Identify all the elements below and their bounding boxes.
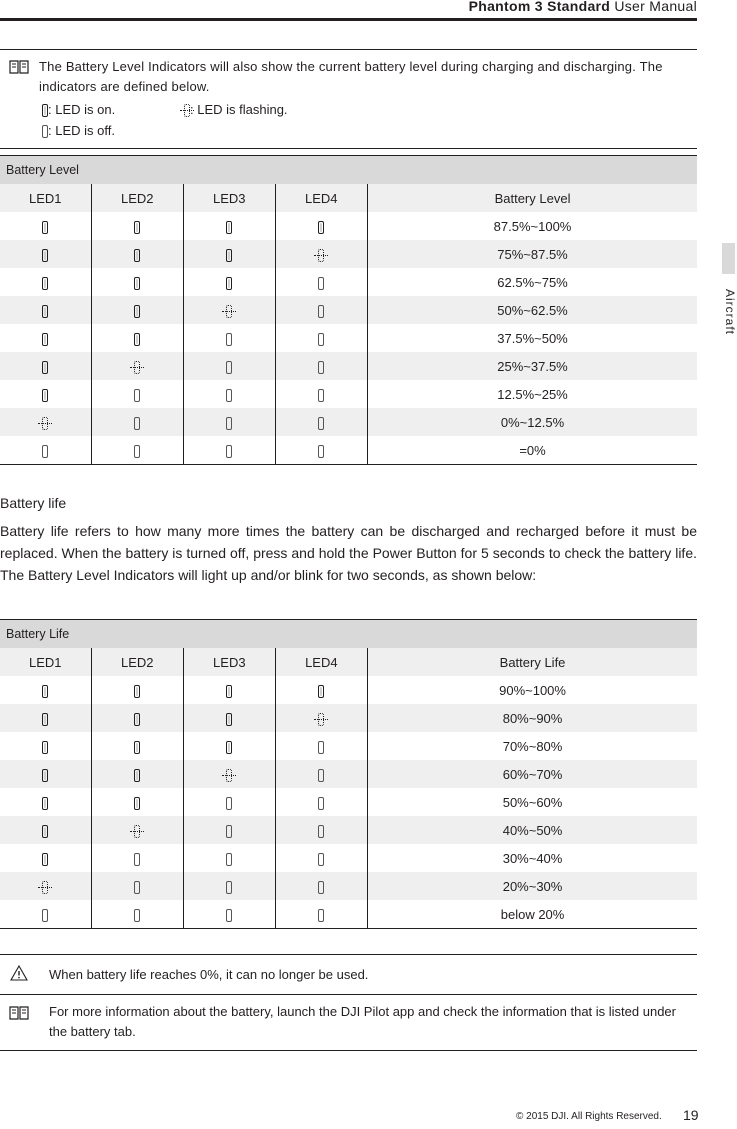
led-off-icon <box>134 853 140 866</box>
led-on-icon <box>42 389 48 402</box>
led-on-icon <box>42 769 48 782</box>
battery-life-table <box>0 619 697 929</box>
led-off-icon <box>226 825 232 838</box>
led-cell <box>0 704 91 732</box>
led-cell <box>0 352 91 380</box>
led-cell <box>0 240 91 268</box>
table-row <box>0 380 697 408</box>
led-flash-icon <box>184 104 190 117</box>
led-flash-icon <box>318 713 324 726</box>
led-flash-icon <box>134 361 140 374</box>
legend-on-label: : LED is on. <box>48 102 116 117</box>
led-cell <box>184 732 276 760</box>
led-cell <box>0 380 91 408</box>
led-cell <box>275 676 368 704</box>
led-cell <box>91 676 184 704</box>
led-off-icon <box>318 417 324 430</box>
table-caption-row <box>0 156 697 185</box>
led-cell <box>91 732 184 760</box>
led-off-icon <box>42 125 48 138</box>
led-flash-icon <box>42 417 48 430</box>
led-on-icon <box>42 825 48 838</box>
table-row <box>0 268 697 296</box>
led-cell <box>275 872 368 900</box>
table-row <box>0 816 697 844</box>
table-row <box>0 844 697 872</box>
column-header: LED1 <box>0 184 91 212</box>
led-cell <box>0 844 91 872</box>
column-header: LED2 <box>91 648 184 676</box>
led-on-icon <box>226 685 232 698</box>
side-tab-label: Aircraft <box>723 288 737 335</box>
led-cell <box>91 296 184 324</box>
level-value: 25%~37.5% <box>368 352 697 380</box>
copyright: © 2015 DJI. All Rights Reserved. <box>516 1111 662 1122</box>
battery-level-table <box>0 155 697 465</box>
led-cell <box>91 268 184 296</box>
column-header: LED3 <box>184 184 276 212</box>
led-cell <box>184 900 276 929</box>
book-icon <box>9 1006 29 1020</box>
column-header: LED2 <box>91 184 184 212</box>
led-on-icon <box>134 797 140 810</box>
led-off-icon <box>318 769 324 782</box>
led-flash-icon <box>226 305 232 318</box>
level-value: 50%~62.5% <box>368 296 697 324</box>
led-cell <box>184 844 276 872</box>
column-header: LED1 <box>0 648 91 676</box>
led-off-icon <box>226 909 232 922</box>
level-value: =0% <box>368 436 697 465</box>
table-row <box>0 324 697 352</box>
led-cell <box>184 872 276 900</box>
led-on-icon <box>134 333 140 346</box>
led-on-icon <box>42 104 48 117</box>
table-row <box>0 352 697 380</box>
led-cell <box>0 436 91 465</box>
led-off-icon <box>226 333 232 346</box>
led-on-icon <box>134 713 140 726</box>
table-row <box>0 732 697 760</box>
table-caption-row <box>0 620 697 649</box>
led-cell <box>275 816 368 844</box>
column-header: LED3 <box>184 648 276 676</box>
table-row <box>0 408 697 436</box>
legend-flash-label: : LED is flashing. <box>190 102 288 117</box>
led-cell <box>184 296 276 324</box>
led-on-icon <box>318 685 324 698</box>
led-cell <box>184 268 276 296</box>
led-cell <box>275 296 368 324</box>
led-off-icon <box>318 881 324 894</box>
led-on-icon <box>226 713 232 726</box>
table-row <box>0 436 697 465</box>
led-on-icon <box>42 361 48 374</box>
led-on-icon <box>226 277 232 290</box>
led-cell <box>275 788 368 816</box>
led-off-icon <box>42 445 48 458</box>
led-cell <box>184 816 276 844</box>
led-cell <box>0 408 91 436</box>
led-cell <box>184 704 276 732</box>
level-value: 0%~12.5% <box>368 408 697 436</box>
header-subtitle: User Manual <box>610 0 697 14</box>
led-cell <box>91 352 184 380</box>
led-cell <box>91 788 184 816</box>
level-value: 30%~40% <box>502 850 563 866</box>
led-on-icon <box>134 741 140 754</box>
led-off-icon <box>318 825 324 838</box>
led-off-icon <box>318 389 324 402</box>
level-value: 70%~80% <box>502 738 563 754</box>
led-cell <box>0 676 91 704</box>
led-on-icon <box>42 797 48 810</box>
led-cell <box>184 408 276 436</box>
column-header: LED4 <box>275 648 368 676</box>
column-header: Battery Level <box>368 184 697 212</box>
book-icon <box>9 60 29 74</box>
led-off-icon <box>134 389 140 402</box>
led-cell <box>184 212 276 240</box>
led-cell <box>91 240 184 268</box>
led-cell <box>184 352 276 380</box>
led-cell <box>184 676 276 704</box>
led-on-icon <box>134 277 140 290</box>
led-cell <box>275 324 368 352</box>
legend-on <box>42 102 115 117</box>
level-value: 75%~87.5% <box>368 240 697 268</box>
table-caption: Battery Life <box>0 620 697 649</box>
level-value: 50%~60% <box>502 794 563 810</box>
table-row <box>0 296 697 324</box>
led-cell <box>275 844 368 872</box>
legend-off <box>42 123 115 138</box>
level-value: 62.5%~75% <box>497 274 568 290</box>
level-value: 90%~100% <box>499 682 566 698</box>
table-row <box>0 212 697 240</box>
led-cell <box>0 760 91 788</box>
info-note <box>0 49 697 149</box>
led-on-icon <box>318 221 324 234</box>
led-off-icon <box>318 797 324 810</box>
led-on-icon <box>42 853 48 866</box>
led-cell <box>275 900 368 929</box>
led-off-icon <box>226 389 232 402</box>
led-off-icon <box>318 741 324 754</box>
side-tab-marker <box>722 243 735 274</box>
led-cell <box>275 436 368 465</box>
led-on-icon <box>134 249 140 262</box>
led-off-icon <box>226 797 232 810</box>
led-cell <box>275 732 368 760</box>
column-header: LED4 <box>275 184 368 212</box>
led-off-icon <box>318 909 324 922</box>
led-cell <box>184 324 276 352</box>
led-on-icon <box>42 249 48 262</box>
led-off-icon <box>318 853 324 866</box>
led-cell <box>184 380 276 408</box>
table-row <box>0 760 697 788</box>
led-cell <box>91 380 184 408</box>
led-flash-icon <box>42 881 48 894</box>
led-off-icon <box>318 333 324 346</box>
led-cell <box>0 324 91 352</box>
led-cell <box>275 240 368 268</box>
level-value: 80%~90% <box>368 704 697 732</box>
led-cell <box>91 760 184 788</box>
led-cell <box>184 788 276 816</box>
warning-icon <box>10 965 28 981</box>
led-cell <box>275 760 368 788</box>
header-brand: Phantom 3 Standard <box>468 0 611 14</box>
led-flash-icon <box>134 825 140 838</box>
led-off-icon <box>134 417 140 430</box>
led-cell <box>184 436 276 465</box>
led-cell <box>184 240 276 268</box>
led-off-icon <box>318 445 324 458</box>
led-cell <box>275 268 368 296</box>
table-header-row <box>0 184 697 212</box>
column-header: Battery Life <box>368 648 697 676</box>
led-cell <box>275 212 368 240</box>
led-cell <box>91 872 184 900</box>
level-value: 20%~30% <box>368 872 697 900</box>
led-on-icon <box>226 249 232 262</box>
led-cell <box>91 408 184 436</box>
header-title <box>469 0 697 14</box>
led-off-icon <box>134 445 140 458</box>
led-off-icon <box>134 881 140 894</box>
table-row <box>0 676 697 704</box>
side-tab <box>722 283 735 343</box>
legend-flash <box>184 102 288 117</box>
led-cell <box>0 900 91 929</box>
led-off-icon <box>226 445 232 458</box>
led-off-icon <box>318 305 324 318</box>
led-on-icon <box>42 277 48 290</box>
led-cell <box>275 704 368 732</box>
note-text: The Battery Level Indicators will also show the current battery level during charging and discharging. The indicators are defined below. <box>39 59 663 94</box>
led-cell <box>275 352 368 380</box>
battery-life-paragraph: Battery life refers to how many more times the battery can be discharged and recharged before it must be replaced. When the battery is turned off, press and hold the Power Button for 5 seconds to check the battery life. The Battery Level Indicators will light up and/or blink for two seconds, as shown below: <box>0 523 697 583</box>
led-cell <box>91 324 184 352</box>
led-on-icon <box>134 769 140 782</box>
led-cell <box>0 816 91 844</box>
led-cell <box>91 900 184 929</box>
led-cell <box>91 704 184 732</box>
led-on-icon <box>42 305 48 318</box>
led-off-icon <box>226 417 232 430</box>
led-on-icon <box>134 305 140 318</box>
led-off-icon <box>226 853 232 866</box>
table-header-row <box>0 648 697 676</box>
led-flash-icon <box>318 249 324 262</box>
led-off-icon <box>318 277 324 290</box>
led-cell <box>0 732 91 760</box>
led-cell <box>0 296 91 324</box>
led-on-icon <box>42 741 48 754</box>
battery-life-heading: Battery life <box>0 495 67 511</box>
led-on-icon <box>42 333 48 346</box>
table-row <box>0 788 697 816</box>
led-cell <box>184 760 276 788</box>
led-on-icon <box>226 221 232 234</box>
warning-note <box>0 954 697 995</box>
level-value: 12.5%~25% <box>497 386 568 402</box>
led-on-icon <box>134 221 140 234</box>
led-off-icon <box>134 909 140 922</box>
led-cell <box>91 212 184 240</box>
page-number: 19 <box>683 1107 699 1123</box>
led-cell <box>275 408 368 436</box>
led-on-icon <box>42 221 48 234</box>
legend-off-label: : LED is off. <box>48 123 115 138</box>
level-value: 40%~50% <box>368 816 697 844</box>
page-header <box>0 0 697 21</box>
table-row <box>0 900 697 929</box>
led-on-icon <box>134 685 140 698</box>
level-value: 87.5%~100% <box>493 218 572 234</box>
led-off-icon <box>42 909 48 922</box>
level-value: 37.5%~50% <box>497 330 568 346</box>
led-cell <box>91 436 184 465</box>
led-cell <box>275 380 368 408</box>
led-on-icon <box>42 713 48 726</box>
led-cell <box>91 844 184 872</box>
table-caption: Battery Level <box>0 156 697 185</box>
table-row <box>0 704 697 732</box>
led-off-icon <box>226 881 232 894</box>
led-cell <box>91 816 184 844</box>
led-cell <box>0 788 91 816</box>
info-note-bottom <box>0 994 697 1051</box>
warning-text: When battery life reaches 0%, it can no longer be used. <box>49 967 369 982</box>
led-cell <box>0 212 91 240</box>
led-on-icon <box>226 741 232 754</box>
led-on-icon <box>42 685 48 698</box>
note-bottom-text: For more information about the battery, launch the DJI Pilot app and check the information that is listed under the battery tab. <box>49 1004 676 1039</box>
led-flash-icon <box>226 769 232 782</box>
level-value: 60%~70% <box>368 760 697 788</box>
table-row <box>0 240 697 268</box>
led-off-icon <box>226 361 232 374</box>
led-off-icon <box>318 361 324 374</box>
table-row <box>0 872 697 900</box>
level-value: below 20% <box>368 900 697 929</box>
led-cell <box>0 872 91 900</box>
led-cell <box>0 268 91 296</box>
